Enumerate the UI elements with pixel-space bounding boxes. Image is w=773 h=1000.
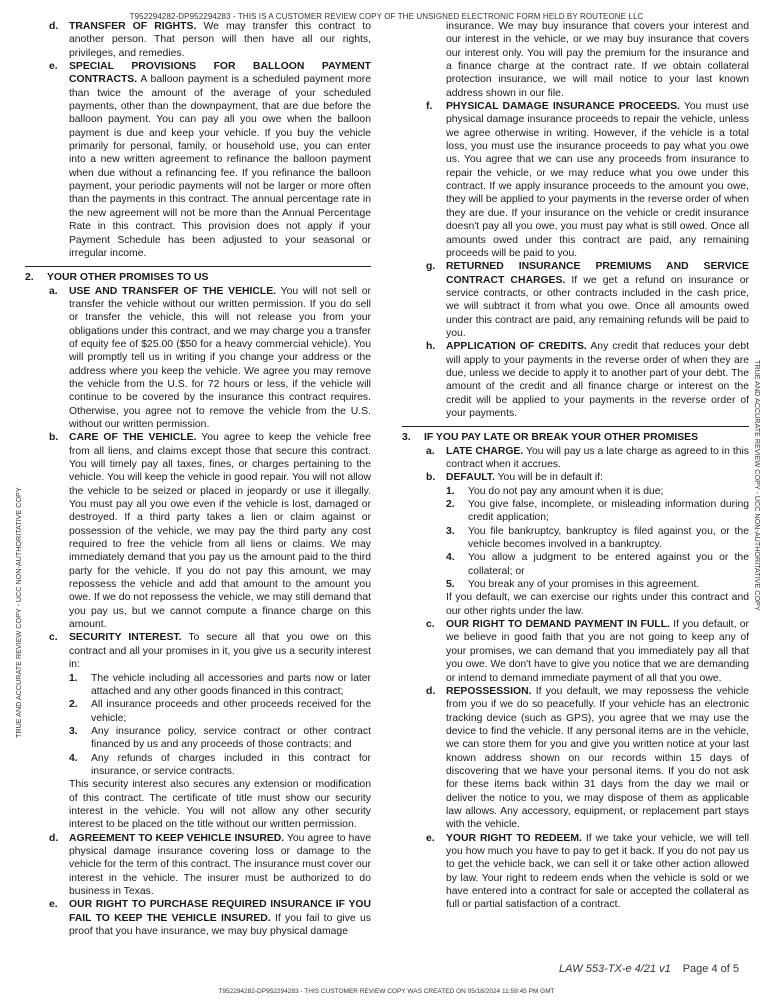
clause-letter: e.	[49, 899, 58, 911]
clause-heading: YOUR RIGHT TO REDEEM.	[446, 832, 582, 844]
right-side-watermark: TRUE AND ACCURATE REVIEW COPY - UCC NON-AUTHORITATIVE COPY	[753, 360, 762, 611]
clause-heading: AGREEMENT TO KEEP VEHICLE INSURED.	[69, 832, 285, 844]
clause-text: We may transfer this contract to another person. That person will then have all our rights, privileges, and remedies.	[69, 21, 371, 59]
clause-letter: b.	[426, 472, 436, 484]
list-item	[69, 725, 371, 752]
clause-letter: d.	[426, 685, 436, 697]
clause-letter: h.	[426, 341, 436, 353]
list-item	[69, 752, 371, 779]
section-divider	[25, 266, 371, 267]
list-number: 2.	[69, 699, 78, 711]
clause-letter: a.	[426, 445, 435, 457]
clause-insurance-proceeds	[402, 100, 749, 260]
security-interest-list	[69, 672, 371, 779]
clause-right-to-redeem	[402, 832, 749, 912]
section-title: IF YOU PAY LATE OR BREAK YOUR OTHER PROMISES	[424, 432, 699, 444]
clause-text: You will pay us a late charge as agreed to in this contract when it accrues.	[446, 445, 749, 470]
left-column	[25, 20, 371, 938]
clause-security-interest	[25, 631, 371, 831]
list-number: 2.	[446, 499, 455, 511]
clause-text: If you fail to give us proof that you have insurance, we may buy physical damage	[69, 912, 371, 938]
clause-transfer-of-rights	[25, 20, 371, 60]
clause-heading: RETURNED INSURANCE PREMIUMS AND SERVICE CONTRACT CHARGES.	[446, 261, 749, 286]
clause-heading: APPLICATION OF CREDITS.	[446, 341, 587, 353]
clause-heading: USE AND TRANSFER OF THE VEHICLE.	[69, 285, 277, 297]
creation-footer: T952294282-DP952294283 - THIS CUSTOMER REVIEW COPY WAS CREATED ON 05/18/2024 11:59:45 PM GMT	[218, 988, 555, 995]
right-column	[402, 20, 749, 912]
clause-text: You must use physical damage insurance proceeds to repair the vehicle, unless we agree otherwise in writing. However, if the vehicle is a total loss, you must use the insurance proceeds to pay what you owe us. You agree that we can use any proceeds from insurance to repair the vehicle, or we may reduce what you owe under this contract. If we apply insurance proceeds to the amount you owe, they will be applied to your payments in the reverse order of when they are due. If your insurance on the vehicle or credit insurance doesn't pay all you owe, you must pay what is still owed. Once all amounts owed under this contract are paid, any remaining proceeds will be paid to you.	[446, 101, 749, 259]
list-number: 4.	[69, 752, 78, 764]
clause-letter: c.	[426, 619, 435, 631]
clause-heading: OUR RIGHT TO DEMAND PAYMENT IN FULL.	[446, 619, 670, 631]
list-item	[446, 485, 749, 498]
section-divider	[402, 426, 749, 427]
clause-letter: b.	[49, 432, 59, 444]
default-conditions-list	[446, 485, 749, 592]
list-number: 1.	[69, 672, 78, 684]
list-text: Any insurance policy, service contract or other contract financed by us and any proceeds of those contracts; and	[91, 725, 371, 751]
clause-repossession	[402, 685, 749, 832]
list-number: 5.	[446, 579, 455, 591]
clause-heading: SECURITY INTEREST.	[69, 632, 182, 644]
list-text: You give false, incomplete, or misleading information during credit application;	[468, 499, 749, 524]
section-heading	[25, 271, 371, 284]
section-number: 3.	[402, 432, 411, 444]
clause-text: If you default, or we believe in good faith that you are not going to keep any of your promises, we can demand that you immediately pay all that you owe. We don't have to give you notice that we are demanding or intend to demand immediate payment of all that you owe.	[446, 619, 749, 684]
clause-use-and-transfer	[25, 285, 371, 432]
list-text: You do not pay any amount when it is due;	[468, 485, 664, 497]
clause-heading: TRANSFER OF RIGHTS.	[69, 21, 197, 32]
list-number: 1.	[446, 485, 455, 497]
list-text: The vehicle including all accessories and parts now or later attached and any other goods financed in this contract;	[91, 672, 371, 697]
page-number: Page 4 of 5	[682, 963, 739, 975]
list-text: You allow a judgment to be entered against you or the collateral; or	[468, 552, 749, 577]
clause-heading: DEFAULT.	[446, 472, 495, 484]
review-copy-banner: T952294282-DP952294283 - THIS IS A CUSTOMER REVIEW COPY OF THE UNSIGNED ELECTRONIC FORM HELD BY ROUTEONE LLC	[129, 12, 644, 21]
clause-text: You agree to have physical damage insurance covering loss or damage to the vehicle for the term of this contract. The insurance must cover our interest in the vehicle. The insurer must be authorized to do business in Texas.	[69, 832, 372, 897]
clause-heading: CARE OF THE VEHICLE.	[69, 432, 197, 444]
list-number: 4.	[446, 552, 455, 564]
section-title: YOUR OTHER PROMISES TO US	[47, 272, 209, 284]
clause-letter: e.	[49, 61, 58, 73]
list-text: Any refunds of charges included in this contract for insurance, or service contracts.	[91, 752, 371, 777]
clause-heading: OUR RIGHT TO PURCHASE REQUIRED INSURANCE IF YOU FAIL TO KEEP THE VEHICLE INSURED.	[69, 899, 371, 924]
clause-letter: c.	[49, 632, 58, 644]
clause-letter: d.	[49, 21, 59, 32]
clause-text: You agree to keep the vehicle free from all liens, and claims except those that secure this contract. You will timely pay all taxes, fines, or charges pertaining to the vehicle. You will keep the vehicle in good repair. You will not allow the vehicle to be seized or placed in jeopardy or use it illegally. You must pay all you owe even if the vehicle is lost, damaged or destroyed. If a third party takes a lien or claim against or possession of the vehicle, we may pay the third party any cost required to free the vehicle from all liens or claims. We may immediately demand that you pay us the amount paid to the third party for the vehicle. If you do not pay this amount, we may repossess the vehicle and add that amount to the amount you owe. If we do not repossess the vehicle, we may still demand that you pay us, but we cannot compute a finance charge on this amount.	[69, 432, 371, 631]
clause-default	[402, 471, 749, 618]
list-item	[446, 525, 749, 552]
clause-heading: SPECIAL PROVISIONS FOR BALLOON PAYMENT CONTRACTS.	[69, 61, 371, 86]
left-side-watermark: TRUE AND ACCURATE REVIEW COPY - UCC NON-AUTHORITATIVE COPY	[14, 487, 23, 738]
clause-text: Any credit that reduces your debt will apply to your payments in the reverse order of when they are due, unless we decide to apply it to another part of your debt. The amount of the credit and all finance charge or interest on the credit will be applied to your payments in the reverse order of your payments.	[446, 341, 749, 419]
clause-text: insurance. We may buy insurance that covers your interest and our interest in the vehicle, or we may buy insurance that covers our interest only. You will pay the premium for the insurance and a finance charge at the contract rate. If we obtain collateral protection insurance, we will mail notice to your last known address shown in our file.	[446, 21, 749, 99]
clause-followup-text: This security interest also secures any extension or modification of this contract. The certificate of title must show our security interest in the vehicle. You will not allow any other security interest to be placed on the title without our written permission.	[69, 779, 371, 831]
list-item	[69, 698, 371, 725]
clause-text: If we take your vehicle, we will tell you how much you have to pay to get it back. If you do not pay us to get the vehicle back, we can sell it or take other action allowed by law. Your right to redeem ends when the vehicle is sold or we have entered into a contract for sale or accepted the collateral as full or partial satisfaction of a contract.	[446, 832, 750, 911]
clause-returned-premiums	[402, 260, 749, 340]
clause-text: To secure all that you owe on this contract and all your promises in it, you give us a security interest in:	[69, 632, 371, 671]
clause-heading: LATE CHARGE.	[446, 445, 524, 457]
clause-letter: e.	[426, 832, 435, 844]
list-text: You break any of your promises in this agreement.	[468, 579, 700, 591]
section-number: 2.	[25, 272, 34, 284]
clause-purchase-insurance	[25, 898, 371, 938]
clause-care-of-vehicle	[25, 431, 371, 631]
clause-heading: PHYSICAL DAMAGE INSURANCE PROCEEDS.	[446, 101, 680, 113]
list-text: All insurance proceeds and other proceeds received for the vehicle;	[91, 699, 371, 724]
clause-text: If we get a refund on insurance or service contracts, or other contracts included in the cash price, we will subtract it from what you owe. Once all amounts owed under this contract are paid, any remaining refunds will be paid to you.	[446, 274, 749, 339]
clause-demand-payment	[402, 618, 749, 685]
clause-balloon-payment	[25, 60, 371, 260]
clause-continuation	[402, 20, 749, 100]
list-item	[446, 551, 749, 578]
clause-letter: g.	[426, 261, 436, 273]
clause-text: You will be in default if:	[494, 472, 603, 484]
list-number: 3.	[446, 525, 455, 537]
clause-letter: f.	[426, 101, 433, 113]
clause-text: If you default, we may repossess the vehicle from you if we do so peacefully. If your vehicle has an electronic tracking device (such as GPS), you agree that we may use the device to find the vehicle. If any personal items are in the vehicle, we can store them for you and give you written notice at your last known address shown on our records within 15 days of discovering that we have your personal items. If you do not ask for these items back within 31 days from the day we mail or deliver the notice to you, we may dispose of them as applicable law allows. Any accessory, equipment, or replacement part stays with the vehicle.	[446, 685, 749, 831]
clause-letter: d.	[49, 832, 59, 844]
form-identifier	[559, 963, 739, 975]
clause-letter: a.	[49, 285, 58, 297]
list-item	[69, 672, 371, 699]
clause-text: A balloon payment is a scheduled payment more than twice the amount of the average of your scheduled payments, other than the downpayment, that are due before the balloon payment. You can pay all you owe when the balloon payment is due and keep your vehicle. If you buy the vehicle primarily for personal, family, or household use, you can enter into a new written agreement to refinance the balloon payment when due without a refinancing fee. If you refinance the balloon payment, your periodic payments will not be larger or more often than the payments in this contract. The annual percentage rate in the new agreement will not be more than the Annual Percentage Rate in this contract. This provision does not apply if your Payment Schedule has been adjusted to your seasonal or irregular income.	[69, 74, 371, 259]
list-text: You file bankruptcy, bankruptcy is filed against you, or the vehicle becomes involved in a bankruptcy.	[468, 525, 749, 551]
list-number: 3.	[69, 725, 78, 737]
clause-application-of-credits	[402, 340, 749, 420]
section-heading	[402, 431, 749, 444]
clause-text: You will not sell or transfer the vehicle without our written permission. If you do sell or transfer the vehicle, this will not release you from your obligations under this contract, and we may charge you a transfer of equity fee of $25.00 ($50 for a heavy commercial vehicle). You will promptly tell us in writing if you change your address or the address where you keep the vehicle. We agree you may remove the vehicle from the U.S. for 72 hours or less, if the vehicle will continue to be covered by the insurance this contract requires. Otherwise, you agree not to remove the vehicle from the U.S. without our written permission.	[69, 285, 372, 430]
clause-heading: REPOSSESSION.	[446, 685, 532, 697]
clause-keep-insured	[25, 832, 371, 899]
list-item	[446, 498, 749, 525]
form-code: LAW 553-TX-e 4/21 v1	[559, 963, 671, 975]
clause-late-charge	[402, 445, 749, 472]
list-item	[446, 578, 749, 591]
clause-followup-text: If you default, we can exercise our rights under this contract and our other rights under the law.	[446, 592, 749, 617]
